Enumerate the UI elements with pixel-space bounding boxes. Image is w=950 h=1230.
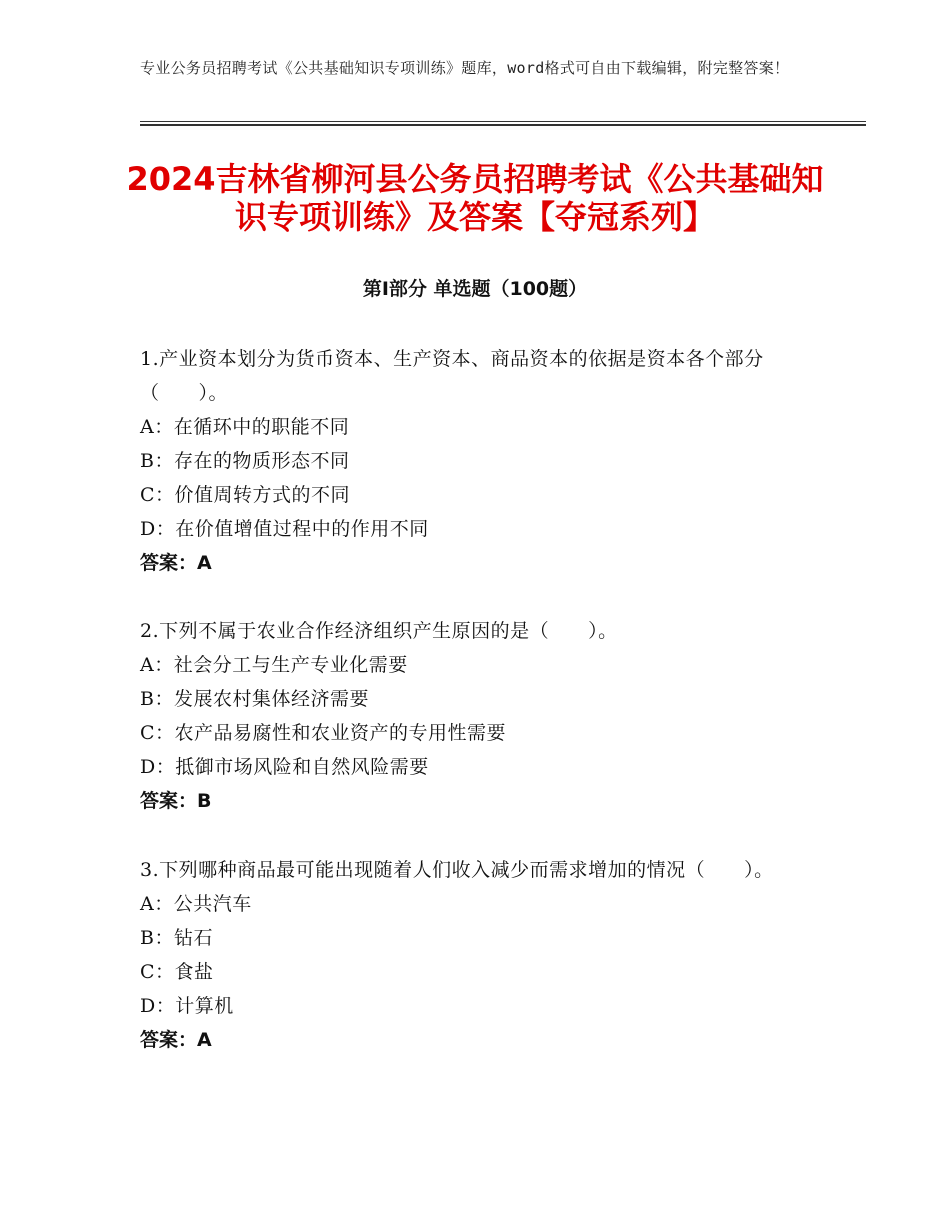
document-title: 2024吉林省柳河县公务员招聘考试《公共基础知识专项训练》及答案【夺冠系列】	[126, 160, 824, 236]
question-stem: 2.下列不属于农业合作经济组织产生原因的是（ ）。	[140, 620, 618, 642]
header-note: 专业公务员招聘考试《公共基础知识专项训练》题库，word格式可自由下载编辑，附完整答案！	[140, 59, 790, 77]
option-b: B：钻石	[140, 927, 213, 949]
header-divider-thick-line	[140, 124, 866, 126]
question-stem: 3.下列哪种商品最可能出现随着人们收入减少而需求增加的情况（ ）。	[140, 859, 774, 881]
answer: 答案：A	[140, 552, 212, 574]
option-d: D：计算机	[140, 995, 234, 1017]
answer: 答案：A	[140, 1029, 212, 1051]
section-heading: 第Ⅰ部分 单选题（100题）	[362, 278, 588, 300]
option-c: C：食盐	[140, 961, 214, 983]
answer: 答案：B	[140, 790, 212, 812]
option-b: B：发展农村集体经济需要	[140, 688, 369, 710]
header-divider	[140, 121, 866, 127]
header-divider-thin-line	[140, 121, 866, 122]
option-d: D：在价值增值过程中的作用不同	[140, 518, 429, 540]
option-b: B：存在的物质形态不同	[140, 450, 350, 472]
question-3	[140, 853, 810, 1057]
question-1	[140, 342, 810, 580]
option-a: A：公共汽车	[140, 893, 252, 915]
question-stem: 1.产业资本划分为货币资本、生产资本、商品资本的依据是资本各个部分（ ）。	[140, 348, 764, 404]
option-d: D：抵御市场风险和自然风险需要	[140, 756, 429, 778]
option-a: A：社会分工与生产专业化需要	[140, 654, 408, 676]
option-a: A：在循环中的职能不同	[140, 416, 350, 438]
option-c: C：农产品易腐性和农业资产的专用性需要	[140, 722, 507, 744]
question-2	[140, 614, 810, 818]
option-c: C：价值周转方式的不同	[140, 484, 351, 506]
